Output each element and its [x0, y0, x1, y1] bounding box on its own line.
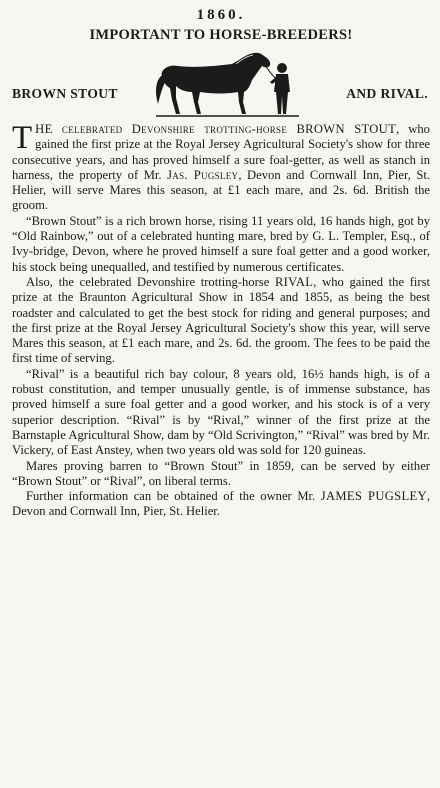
paragraph-barren-mares: Mares proving barren to “Brown Stout” in 1859, can be served by either “Brown Stout” or “Rival”, on liberal terms. — [12, 458, 430, 488]
paragraph-rival-description: “Rival” is a beautiful rich bay colour, 8 years old, 16½ hands high, is of a robust constitution, and temper unusually gentle, is of immense substance, has proved himself a sure foal getter and a good worker, and his stock is of a very superior description. “Rival” is by “Rival,” winner of the first prize at the Barnstaple Agricultural Show, dam by “Old Scrivington,” “Rival” was bred by Mr. Vickery, of East Anstey, when two years old was sold for 120 guineas. — [12, 366, 430, 458]
rival-name: RIVAL — [274, 274, 314, 289]
intro-terms: , Devon and Cornwall Inn, Pier, St. Helier, will serve Mares this season, at £1 each mare, and 2s. 6d. British the groom. — [12, 167, 430, 213]
horse-with-groom-icon — [154, 50, 304, 120]
title-banner — [12, 48, 430, 120]
paragraph-brown-stout-intro — [12, 122, 430, 214]
paragraph-brown-stout-description: “Brown Stout” is a rich brown horse, rising 11 years old, 16 hands high, got by “Old Rainbow,” out of a celebrated hunting mare, bred by G. L. Templer, Esq., of Ivy-bridge, Devon, where he proved himself a sure foal getter and a good worker, his stock being unequalled, and testified by numerous certificates. — [12, 213, 430, 274]
horse-name-brown-stout: BROWN STOUT — [12, 86, 118, 101]
headline: IMPORTANT TO HORSE-BREEDERS! — [89, 27, 353, 43]
drop-cap: T — [12, 120, 33, 156]
owner-full-name: JAMES PUGSLEY — [320, 489, 427, 504]
paragraph-rival-intro — [12, 275, 430, 367]
paragraph-contact — [12, 489, 430, 520]
intro-text: HE celebrated Devonshire trotting-horse — [35, 122, 297, 136]
brown-stout-name: BROWN STOUT — [296, 122, 397, 136]
owner-name: Jas. Pugsley — [167, 167, 239, 182]
intro-text-continued: , who gained the first prize at the Royal Jersey Agricultural Society's show for three consecutive years, and has proved himself a sure foal-getter, as well as stanch in harness, the property of Mr. — [12, 122, 430, 182]
advertisement-body — [12, 122, 430, 520]
contact-address: , Devon and Cornwall Inn, Pier, St. Helier. — [12, 489, 430, 519]
year-heading: 1860. — [196, 7, 246, 23]
contact-text: Further information can be obtained of the owner Mr. — [26, 489, 321, 504]
horse-name-rival: AND RIVAL. — [346, 86, 428, 101]
rival-intro-continued: , who gained the first prize at the Braunton Agricultural Show in 1854 and 1855, as being the best roadster and calculated to get the best stock for riding and general purposes; and the first prize at the Royal Jersey Agricultural Society's show this year, will serve Mares this season, at £1 each mare, and 2s. 6d. the groom. The fees to be paid the first time of serving. — [12, 274, 430, 366]
rival-intro-text: Also, the celebrated Devonshire trotting-horse — [26, 274, 275, 289]
